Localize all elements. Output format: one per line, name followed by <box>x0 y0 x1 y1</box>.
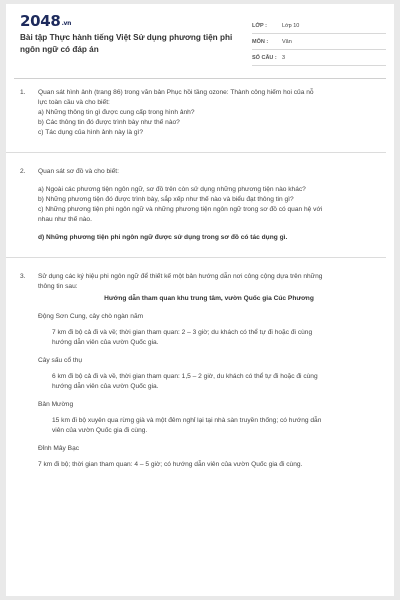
sub-question: a) Ngoài các phương tiện ngôn ngữ, sơ đồ trên còn sử dụng những phương tiện nào khác? <box>38 186 306 193</box>
place-detail <box>38 328 380 348</box>
detail-line: 15 km đi bộ xuyên qua rừng già và một đêm nghỉ lại tại nhà sàn truyền thống; có hướng dẫn <box>52 417 322 424</box>
place-detail <box>38 460 380 470</box>
meta-label: LỚP : <box>252 22 267 29</box>
sub-question: b) Những phương tiện đó được trình bày, sắp xếp như thế nào và biểu đạt thông tin gì? <box>38 196 294 203</box>
logo-tld: .vn <box>61 20 72 27</box>
question-1 <box>20 88 380 138</box>
place-name: Động Sơn Cung, cây chò ngàn năm <box>38 313 144 320</box>
question-3 <box>20 272 380 470</box>
sub-question: nhau như thế nào. <box>38 216 92 223</box>
question-text: Sử dụng các ký hiệu phi ngôn ngữ để thiết kế một bản hướng dẫn nơi công cộng dựa trên những <box>38 273 323 280</box>
question-divider <box>6 257 386 258</box>
meta-row-count <box>252 50 386 66</box>
meta-row-subject <box>252 34 386 50</box>
place-name: Bản Mường <box>38 401 74 408</box>
sub-question: d) Những phương tiện phi ngôn ngữ được sử dụng trong sơ đồ có tác dụng gì. <box>38 234 288 241</box>
meta-value: Lớp 10 <box>282 22 300 29</box>
question-2 <box>20 167 380 243</box>
sub-question: a) Những thông tin gì được cung cấp trong hình ảnh? <box>38 109 195 116</box>
meta-table <box>252 18 386 66</box>
place-detail <box>38 372 380 392</box>
question-number: 1. <box>20 89 26 96</box>
question-text: Quan sát hình ảnh (trang 86) trong văn bản Phục hồi tầng ozone: Thành công hiếm hoi của nỗ <box>38 89 314 96</box>
logo-main: 2048 <box>20 12 61 30</box>
detail-line: 7 km đi bộ cả đi và về; thời gian tham quan: 2 – 3 giờ; du khách có thể tự đi hoặc đi cùng <box>52 329 313 336</box>
meta-label: MÔN : <box>252 38 269 45</box>
guide-title: Hướng dẫn tham quan khu trung tâm, vườn Quốc gia Cúc Phương <box>104 295 314 302</box>
sub-question: c) Những phương tiện phi ngôn ngữ và những phương tiện ngôn ngữ trong sơ đồ có quan hệ với <box>38 206 323 213</box>
question-list <box>20 88 380 484</box>
detail-line: viên của vườn Quốc gia đi cùng. <box>52 427 148 434</box>
page-title: Bài tập Thực hành tiếng Việt Sử dụng phương tiện phi ngôn ngữ có đáp án <box>20 33 233 54</box>
sub-question: c) Tác dụng của hình ảnh này là gì? <box>38 129 144 136</box>
place-name: Đỉnh Mây Bạc <box>38 445 80 452</box>
meta-value: Văn <box>282 38 292 45</box>
site-logo[interactable] <box>20 12 71 30</box>
detail-line: hướng dẫn viên của vườn Quốc gia. <box>52 383 159 390</box>
meta-label: SỐ CÂU : <box>252 54 277 61</box>
question-text: Quan sát sơ đồ và cho biết: <box>38 168 119 175</box>
question-divider <box>6 152 386 153</box>
place-detail <box>38 416 380 436</box>
question-number: 2. <box>20 168 26 175</box>
sub-question: b) Các thông tin đó được trình bày như thế nào? <box>38 119 180 126</box>
detail-line: 7 km đi bộ; thời gian tham quan: 4 – 5 giờ; có hướng dẫn viên của vườn Quốc gia đi cùng. <box>38 461 303 468</box>
detail-line: hướng dẫn viên của vườn Quốc gia. <box>52 339 159 346</box>
question-text: lực toàn cầu và cho biết: <box>38 99 110 106</box>
detail-line: 6 km đi bộ cả đi và về, thời gian tham quan: 1,5 – 2 giờ, du khách có thể tự đi hoặc đi cùng <box>52 373 318 380</box>
question-number: 3. <box>20 273 26 280</box>
document-page <box>6 4 394 596</box>
header-divider <box>14 78 386 79</box>
place-name: Cây sấu cổ thụ <box>38 357 82 364</box>
page-header <box>6 4 394 68</box>
meta-row-class <box>252 18 386 34</box>
question-text: thông tin sau: <box>38 283 78 290</box>
meta-value: 3 <box>282 54 286 61</box>
